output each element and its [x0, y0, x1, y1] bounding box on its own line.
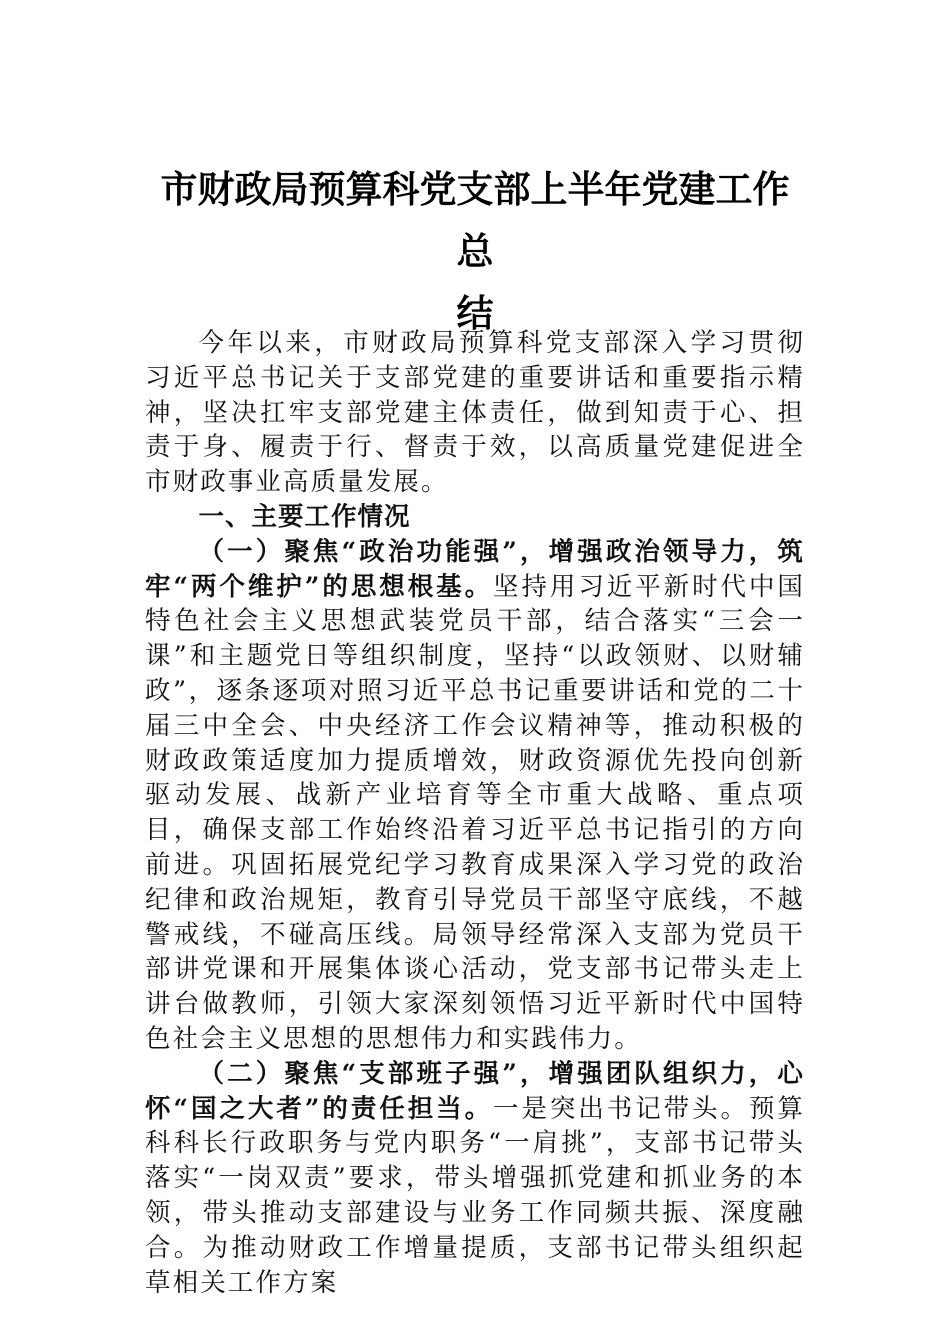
item-2-title: （二）聚焦“支部班子强”，增强团队组织力，心怀“国之大者”的责任担当。 [145, 1058, 805, 1124]
item-2-paragraph [145, 1057, 805, 1301]
title-line-2: 结 [456, 291, 494, 335]
section-heading: 一、主要工作情况 [198, 501, 411, 532]
title-line-1: 市财政局预算科党支部上半年党建工作总 [160, 167, 790, 273]
intro-paragraph: 今年以来，市财政局预算科党支部深入学习贯彻习近平总书记关于支部党建的重要讲话和重要指示精神，坚决扛牢支部党建主体责任，做到知责于心、担责于身、履责于行、督责于效，以高质量党建促进全市财政事业高质量发展。 [145, 328, 805, 498]
document-title [145, 158, 805, 344]
item-1-paragraph [145, 535, 805, 1057]
document-body [145, 326, 805, 1300]
item-2-body: 一是突出书记带头。预算科科长行政职务与党内职务“一肩挑”，支部书记带头落实“一岗双责”要求，带头增强抓党建和抓业务的本领，带头推动支部建设与业务工作同频共振、深度融合。为推动财政工作增量提质，支部书记带头组织起草相关工作方案 [145, 1093, 806, 1298]
item-1-body: 坚持用习近平新时代中国特色社会主义思想武装党员干部，结合落实“三会一课”和主题党日等组织制度，坚持“以政领财、以财辅政”，逐条逐项对照习近平总书记重要讲话和党的二十届三中全会、中央经济工作会议精神等，推动积极的财政政策适度加力提质增效，财政资源优先投向创新驱动发展、战新产业培育等全市重大战略、重点项目，确保支部工作始终沿着习近平总书记指引的方向前进。巩固拓展党纪学习教育成果深入学习党的政治纪律和政治规矩，教育引导党员干部坚守底线，不越警戒线，不碰高压线。局领导经常深入支部为党员干部讲党课和开展集体谈心活动，党支部书记带头走上讲台做教师，引领大家深刻领悟习近平新时代中国特色社会主义思想的思想伟力和实践伟力。 [145, 571, 806, 1054]
item-1-title: （一）聚焦“政治功能强”，增强政治领导力，筑牢“两个维护”的思想根基。 [145, 536, 805, 602]
